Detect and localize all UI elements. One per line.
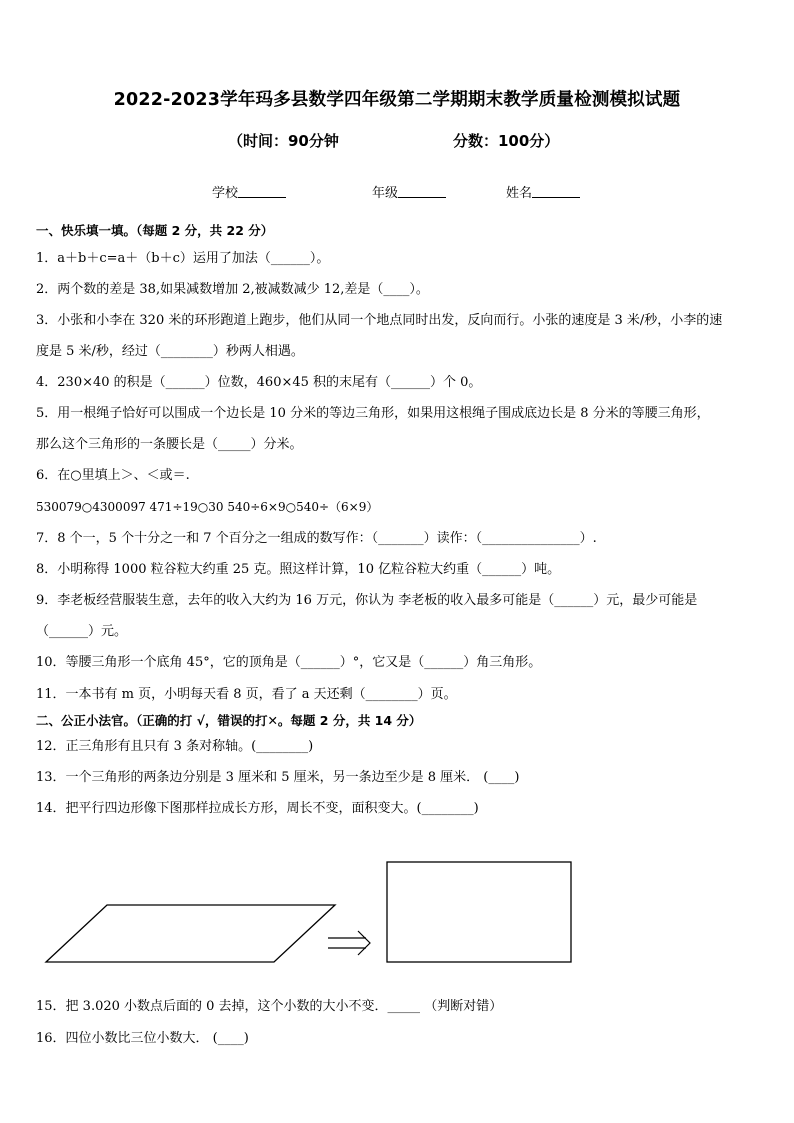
question-13: 13．一个三角形的两条边分别是 3 厘米和 5 厘米，另一条边至少是 8 厘米． (____) <box>36 770 520 785</box>
question-10: 10．等腰三角形一个底角 45°，它的顶角是（______）°，它又是（______）角三角形。 <box>36 655 542 670</box>
question-2: 2．两个数的差是 38,如果减数增加 2,被减数减少 12,差是（____）。 <box>36 282 429 297</box>
grade-field[interactable] <box>372 182 446 201</box>
name-blank[interactable] <box>532 185 580 198</box>
question-5-line-1: 5．用一根绳子恰好可以围成一个边长是 10 分米的等边三角形，如果用这根绳子围成底边长是 8 分米的等腰三角形， <box>36 406 710 421</box>
question-6: 6．在○里填上＞、＜或＝. <box>36 468 190 483</box>
school-field[interactable] <box>212 182 286 201</box>
section-heading-judge: 二、公正小法官。（正确的打 √，错误的打✕。每题 2 分，共 14 分） <box>36 713 422 728</box>
question-12: 12．正三角形有且只有 3 条对称轴。(________) <box>36 739 314 754</box>
grade-blank[interactable] <box>398 185 446 198</box>
rectangle-shape <box>387 862 571 962</box>
question-15: 15．把 3.020 小数点后面的 0 去掉，这个小数的大小不变．_____ （判断对错） <box>36 999 503 1014</box>
question-8: 8．小明称得 1000 粒谷粒大约重 25 克。照这样计算，10 亿粒谷粒大约重（______）吨。 <box>36 562 561 577</box>
double-arrow-icon <box>328 931 370 955</box>
score-label: 分数：100分） <box>453 132 560 150</box>
parallelogram-shape <box>46 905 335 962</box>
name-field[interactable] <box>506 182 580 201</box>
page-title: 2022-2023学年玛多县数学四年级第二学期期末教学质量检测模拟试题 <box>113 90 681 110</box>
question-7: 7．8 个一，5 个十分之一和 7 个百分之一组成的数写作：（_______）读作：（_______________）. <box>36 531 597 546</box>
section-heading-fill: 一、快乐填一填。（每题 2 分，共 22 分） <box>36 223 274 238</box>
question-11: 11．一本书有 m 页，小明每天看 8 页，看了 a 天还剩（________）页。 <box>36 687 457 702</box>
grade-label: 年级 <box>372 186 399 201</box>
question-16: 16．四位小数比三位小数大． (____) <box>36 1031 249 1046</box>
question-6-items: 530079○4300097 471÷19○30 540÷6×9○540÷（6×9） <box>36 500 379 514</box>
question-14: 14．把平行四边形像下图那样拉成长方形，周长不变，面积变大。(________) <box>36 801 479 816</box>
question-1: 1．a＋b＋c=a＋（b＋c）运用了加法（______）。 <box>36 251 330 266</box>
question-9-line-2: （______）元。 <box>36 624 128 639</box>
question-4: 4．230×40 的积是（______）位数，460×45 积的末尾有（______）个 0。 <box>36 375 482 390</box>
question-9-line-1: 9．李老板经营服装生意，去年的收入大约为 16 万元，你认为 李老板的收入最多可能是（______）元，最少可能是 <box>36 593 698 608</box>
school-label: 学校 <box>212 186 239 201</box>
time-label: （时间：90分钟 <box>228 132 339 150</box>
question-5-line-2: 那么这个三角形的一条腰长是（_____）分米。 <box>36 437 303 452</box>
question-14-figure <box>0 840 794 980</box>
name-label: 姓名 <box>506 186 533 201</box>
school-blank[interactable] <box>238 185 286 198</box>
question-3-line-2: 度是 5 米/秒，经过（________）秒两人相遇。 <box>36 344 304 359</box>
question-3-line-1: 3．小张和小李在 320 米的环形跑道上跑步，他们从同一个地点同时出发，反向而行。小张的速度是 3 米/秒，小李的速 <box>36 313 723 328</box>
